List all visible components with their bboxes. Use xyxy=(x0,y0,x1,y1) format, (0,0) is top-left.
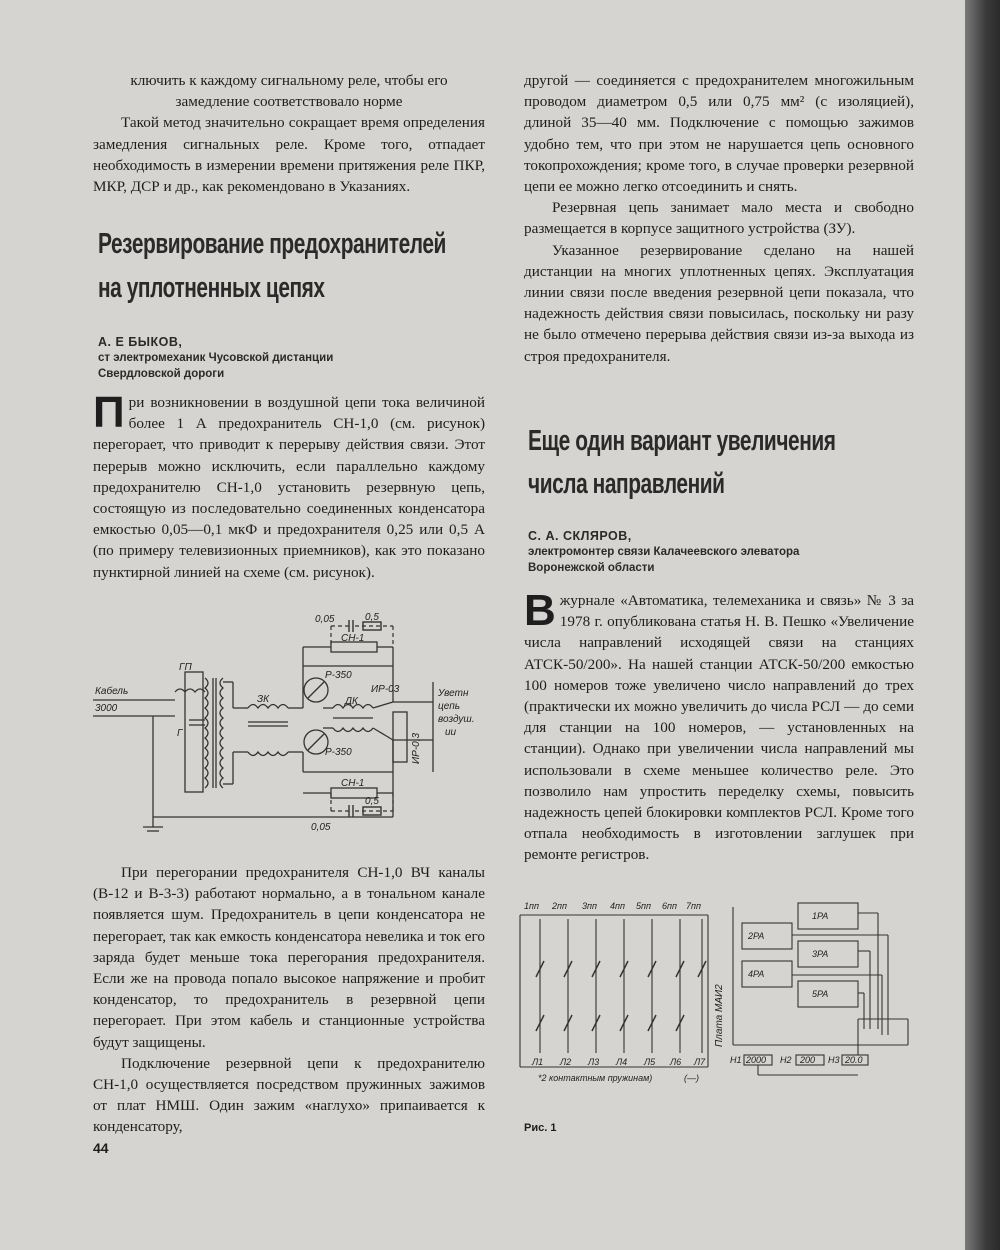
article1-author-name: А. Е БЫКОВ, xyxy=(98,335,183,349)
fig2-plate-label: Плата МАИ2 xyxy=(714,984,725,1047)
left-column-intro xyxy=(93,70,485,197)
article2-author-name: С. А. СКЛЯРОВ, xyxy=(528,529,632,543)
article2-author-position: электромонтер связи Калачеевского элеватора xyxy=(528,546,800,558)
fig2-h1-value: 2000 xyxy=(746,1055,767,1065)
article2-author-location: Воронежской области xyxy=(528,562,655,574)
continuation-paragraph-1: другой — соединяется с предохранителем многожильным проводом диаметром 0,5 или 0,75 мм² (с изоляцией), длиной 35—40 мм. Подключение с помощью зажимов удобно тем, что при этом не нарушается цепь основного токопрохождения; кроме того, в случае проверки резервной цепи ее можно легко отсоединить и снять. xyxy=(524,72,914,196)
fig2-h2-value: 200 xyxy=(800,1055,816,1065)
article2-drop-cap: В xyxy=(524,586,556,635)
fig1-label-out-1: Уветн xyxy=(438,688,469,699)
fig2-bottom-label-2: Л2 xyxy=(560,1057,572,1067)
article2-paragraph-1: Вжурнале «Автоматика, телемеханика и связь» № 3 за 1978 г. опубликована статья Н. В. Пешко «Увеличение числа направлений исходящей связи на станциях АТСК-50/200». На нашей станции АТСК-50/200 емкостью 100 номеров тоже увеличено число направлений до трех (практически их можно увеличить до числа РСЛ — до семи для станции на 100 номеров, — установленных на станции). Однако при увеличении числа направлений мы использовали в схеме меньшее количество реле. Это позволило нам упростить переделку схемы, повысить надежность цепей блокировки комплектов РСЛ. Кроме того отпала необходимость в изготовлении заглушек при ремонте регистров. xyxy=(524,586,914,864)
fig2-bottom-label-4: Л4 xyxy=(616,1057,628,1067)
binding-spine xyxy=(965,0,1000,1250)
article1-author-position: ст электромеханик Чусовской дистанции xyxy=(98,352,334,364)
fig2-top-label-5: 5пп xyxy=(636,901,651,911)
figure2-caption: Рис. 1 xyxy=(524,1122,557,1134)
fig2-bottom-label-6: Л6 xyxy=(670,1057,682,1067)
fig1-label-gp: ГП xyxy=(179,662,192,673)
fig1-label-ir-right: ИР-0,3 xyxy=(411,732,422,764)
fig1-label-g: Г xyxy=(177,728,183,739)
article1-body xyxy=(93,388,485,583)
fig1-label-fuse-bot: 0,5 xyxy=(365,796,379,807)
fig2-top-label-3: 3пп xyxy=(582,901,597,911)
fig2-h3-value: 20.0 xyxy=(845,1055,863,1065)
fig2-h2-label: Н2 xyxy=(780,1055,792,1065)
article1-body-continued xyxy=(93,862,485,1138)
fig2-relay-4: 4РА xyxy=(748,969,765,979)
fig1-label-zk: ЗК xyxy=(257,694,270,705)
fig2-top-label-1: 1пп xyxy=(524,901,539,911)
right-column-continuation xyxy=(524,70,914,367)
fig2-top-label-2: 2пп xyxy=(552,901,567,911)
direction-wiring-diagram xyxy=(518,895,918,1090)
fig1-label-sn-top: СН-1 xyxy=(341,633,365,644)
article1-drop-cap: П xyxy=(93,388,125,437)
fig1-label-sn-bot: СН-1 xyxy=(341,778,365,789)
fig2-top-label-6: 6пп xyxy=(662,901,677,911)
fig1-label-ir03: ИР-03 xyxy=(371,684,400,695)
fig2-h3-label: Н3 xyxy=(828,1055,840,1065)
fig1-label-cable-value: 3000 xyxy=(95,703,118,714)
article1-title-line2: на уплотненных цепях xyxy=(98,272,325,304)
continuation-paragraph-2: Резервная цепь занимает мало места и свободно размещается в корпусе защитного устройства (ЗУ). xyxy=(524,199,914,238)
fig1-label-r350-bot: Р-350 xyxy=(325,747,352,758)
page-number: 44 xyxy=(93,1140,109,1156)
fig2-relay-2: 2РА xyxy=(748,931,765,941)
article2-title-line2: числа направлений xyxy=(528,468,725,500)
fig1-label-out-4: ии xyxy=(445,727,457,738)
fig2-top-label-7: 7пп xyxy=(686,901,701,911)
fig2-bottom-label-1: Л1 xyxy=(532,1057,544,1067)
fig1-label-out-3: воздуш. xyxy=(438,714,475,725)
fig1-label-dk: ДК xyxy=(345,696,358,707)
fig1-label-cap-top: 0,05 xyxy=(315,614,335,625)
fig2-bottom-minus: (—) xyxy=(684,1073,699,1083)
article2-title-line1: Еще один вариант увеличения xyxy=(528,425,836,457)
fig1-label-cap-bot: 0,05 xyxy=(311,822,331,833)
fig2-bottom-label-5: Л5 xyxy=(644,1057,656,1067)
fig2-bottom-note: *2 контактным пружинам) xyxy=(538,1073,653,1083)
fig2-relay-5: 5РА xyxy=(812,989,829,999)
fig1-label-out-2: цепь xyxy=(438,701,461,712)
article1-paragraph-1: При возникновении в воздушной цепи тока величиной более 1 А предохранитель СН-1,0 (см. рисунок) перегорает, что приводит к перерыву действия связи. Этот перерыв можно исключить, если параллельно каждому предохранителю СН-1,0 установить резервную цепь, состоящую из последовательно соединенных конденсатора емкостью 0,05—0,1 мкФ и предохранителя 0,25 или 0,5 А (по примеру телевизионных приемников), как это показано пунктирной линией на схеме (см. рисунок). xyxy=(93,388,485,581)
fig2-bottom-label-7: Л7 xyxy=(694,1057,706,1067)
fuse-circuit-diagram xyxy=(93,612,493,834)
fig2-relay-1: 1РА xyxy=(812,911,829,921)
fig2-top-label-4: 4пп xyxy=(610,901,625,911)
fig1-label-r350-top: Р-350 xyxy=(325,670,352,681)
intro-paragraph-2: Такой метод значительно сокращает время определения замедления сигнальных реле. Кроме того, отпадает необходимость в измерении времени притяжения реле ПКР, МКР, ДСР и др., как рекомендовано в Указаниях. xyxy=(93,114,485,196)
fig2-labels xyxy=(524,901,863,1083)
fig2-h1-label: Н1 xyxy=(730,1055,742,1065)
fig2-bottom-label-3: Л3 xyxy=(588,1057,600,1067)
article1-title-line1: Резервирование предохранителей xyxy=(98,228,446,260)
continuation-paragraph-3: Указанное резервирование сделано на нашей дистанции на многих уплотненных цепях. Эксплуатация линии связи после введения резервной цепи показала, что надежность действия связи повысилась, поскольку ни разу не было отмечено перерыва действия связи из-за выхода из строя предохранителя. xyxy=(524,241,914,365)
fig1-label-cable: Кабель xyxy=(95,686,129,697)
fig1-label-fuse-top: 0,5 xyxy=(365,612,379,623)
article1-paragraph-2: При перегорании предохранителя СН-1,0 ВЧ каналы (В-12 и В-3-3) работают нормально, а в тональном канале появляется шум. Предохранитель в цепи конденсатора не перегорает, так как емкость конденсатора невелика и ток его заряда будет меньше тока перегорания предохранителя. Если же на провода попало высокое напряжение и пробит конденсатор, то предохранитель в резервной цепи перегорает. При этом кабель и станционные устройства будут защищены. xyxy=(93,864,485,1051)
article1-author xyxy=(98,334,333,382)
article2-author xyxy=(528,528,799,576)
fig2-relay-3: 3РА xyxy=(812,949,829,959)
article2-body xyxy=(524,586,914,866)
intro-paragraph-1: ключить к каждому сигнальному реле, чтобы его замедление соответствовало норме xyxy=(130,72,448,111)
article1-author-location: Свердловской дороги xyxy=(98,368,225,380)
article1-paragraph-3: Подключение резервной цепи к предохранителю СН-1,0 осуществляется посредством пружинных зажимов от плат НМШ. Один зажим «наглухо» припаивается к конденсатору, xyxy=(93,1054,485,1136)
